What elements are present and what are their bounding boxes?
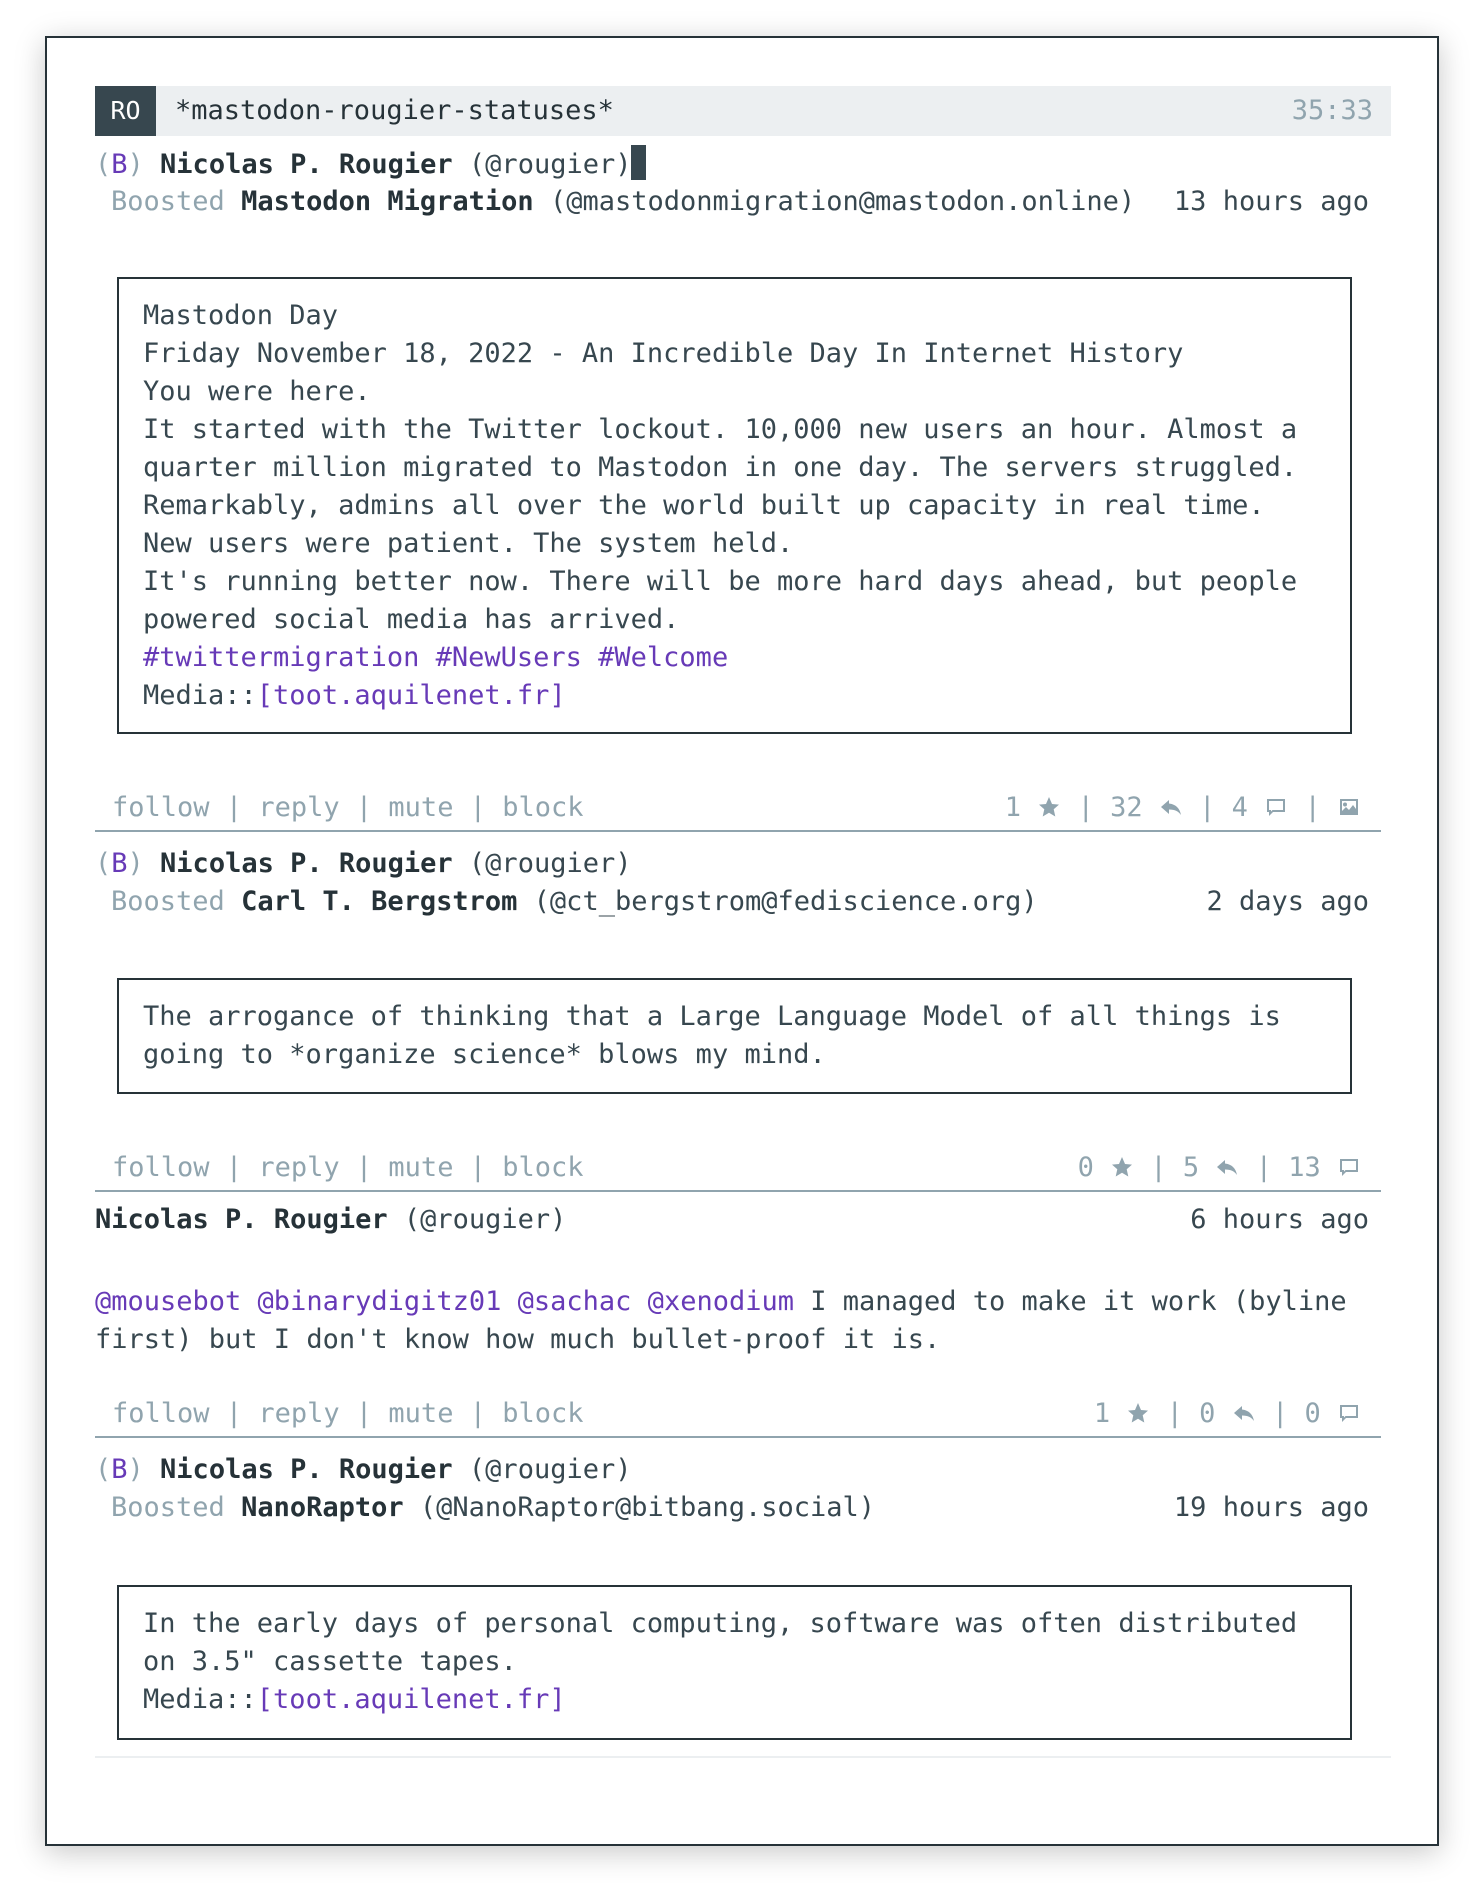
separator: |	[225, 1398, 243, 1429]
content-line: You were here.	[143, 376, 371, 407]
boosted-author-handle[interactable]: (@mastodonmigration@mastodon.online)	[549, 186, 1136, 217]
toot-1-author-line: (B) Nicolas P. Rougier (@rougier)	[95, 145, 1391, 184]
media-label: Media::	[143, 680, 257, 711]
separator: |	[1304, 792, 1321, 823]
boost-count: 5	[1182, 1152, 1200, 1183]
toot-3-content	[95, 1283, 1391, 1359]
content-line: I managed to make it work (byline	[793, 1286, 1347, 1317]
mentions[interactable]: @mousebot @binarydigitz01 @sachac @xenodium	[95, 1286, 794, 1317]
content-line: powered social media has arrived.	[143, 604, 680, 635]
separator: |	[355, 792, 373, 823]
star-icon[interactable]	[1110, 1149, 1134, 1173]
author-handle[interactable]: (@rougier)	[468, 1454, 632, 1485]
separator: |	[1077, 792, 1094, 823]
toot-2-author-line: (B) Nicolas P. Rougier (@rougier)	[95, 848, 632, 879]
toot-time: 2 days ago	[1206, 886, 1369, 917]
mute-button[interactable]: mute	[388, 1398, 454, 1429]
separator: |	[355, 1398, 373, 1429]
content-line: Remarkably, admins all over the world built up capacity in real time.	[143, 490, 1265, 521]
read-only-badge: RO	[95, 86, 156, 136]
toot-2-actions	[95, 1146, 1381, 1192]
content-line: It started with the Twitter lockout. 10,000 new users an hour. Almost a	[143, 414, 1298, 445]
comment-icon[interactable]	[1337, 1149, 1361, 1173]
content-line: on 3.5" cassette tapes.	[143, 1646, 517, 1677]
reply-button[interactable]: reply	[258, 1152, 340, 1183]
content-line: New users were patient. The system held.	[143, 528, 794, 559]
toot-time: 6 hours ago	[1190, 1204, 1369, 1235]
reply-arrow-icon[interactable]	[1232, 1395, 1256, 1419]
boosted-author-handle[interactable]: (@NanoRaptor@bitbang.social)	[419, 1492, 876, 1523]
buffer-name: *mastodon-rougier-statuses*	[175, 95, 614, 126]
block-button[interactable]: block	[502, 1398, 584, 1429]
reply-arrow-icon[interactable]	[1215, 1149, 1239, 1173]
content-line: In the early days of personal computing, software was often distributed	[143, 1608, 1298, 1639]
toot-3-actions	[95, 1392, 1381, 1438]
block-button[interactable]: block	[502, 792, 584, 823]
boosted-label: Boosted	[111, 186, 225, 217]
boosted-author-name[interactable]: Mastodon Migration	[241, 186, 534, 217]
toot-1-actions	[95, 786, 1381, 832]
text-cursor	[631, 145, 646, 180]
favourite-count: 1	[1004, 792, 1022, 823]
separator: |	[225, 792, 243, 823]
media-link[interactable]: [toot.aquilenet.fr]	[256, 1684, 566, 1715]
star-icon[interactable]	[1037, 789, 1061, 813]
content-line: It's running better now. There will be more hard days ahead, but people	[143, 566, 1298, 597]
favourite-count: 1	[1093, 1398, 1111, 1429]
content-line: Friday November 18, 2022 - An Incredible Day In Internet History	[143, 338, 1184, 369]
follow-button[interactable]: follow	[112, 792, 210, 823]
follow-button[interactable]: follow	[112, 1398, 210, 1429]
block-button[interactable]: block	[502, 1152, 584, 1183]
toot-time: 13 hours ago	[1173, 186, 1369, 217]
reply-count: 0	[1304, 1398, 1321, 1429]
author-name[interactable]: Nicolas P. Rougier	[160, 149, 453, 180]
hashtags[interactable]: #twittermigration #NewUsers #Welcome	[143, 642, 729, 673]
separator: |	[355, 1152, 373, 1183]
boost-marker: B	[111, 848, 128, 879]
boosted-author-name[interactable]: Carl T. Bergstrom	[241, 886, 518, 917]
separator: |	[469, 1152, 486, 1183]
buffer-header	[95, 86, 1391, 136]
author-handle[interactable]: (@rougier)	[403, 1204, 567, 1235]
boost-marker: B	[111, 149, 128, 180]
follow-button[interactable]: follow	[112, 1152, 210, 1183]
content-line: Mastodon Day	[143, 300, 339, 331]
author-handle[interactable]: (@rougier)	[468, 149, 632, 180]
toot-4-boost-line	[95, 1489, 1369, 1527]
toot-1-boost-line	[95, 183, 1369, 221]
reply-count: 4	[1231, 792, 1248, 823]
media-link[interactable]: [toot.aquilenet.fr]	[256, 680, 566, 711]
comment-icon[interactable]	[1337, 1395, 1361, 1419]
separator: |	[1255, 1152, 1272, 1183]
separator: |	[1150, 1152, 1167, 1183]
boost-count: 32	[1110, 792, 1143, 823]
author-name[interactable]: Nicolas P. Rougier	[160, 848, 453, 879]
buffer-end-divider	[95, 1756, 1391, 1758]
separator: |	[1166, 1398, 1183, 1429]
boosted-label: Boosted	[111, 886, 225, 917]
separator: |	[1199, 792, 1216, 823]
content-line: first) but I don't know how much bullet-proof it is.	[95, 1324, 941, 1355]
boost-marker: B	[111, 1454, 128, 1485]
header-clock: 35:33	[1291, 95, 1373, 126]
comment-icon[interactable]	[1264, 789, 1288, 813]
author-name[interactable]: Nicolas P. Rougier	[160, 1454, 453, 1485]
separator: |	[469, 792, 486, 823]
boost-count: 0	[1199, 1398, 1216, 1429]
toot-2-boost-line	[95, 883, 1369, 921]
author-handle[interactable]: (@rougier)	[468, 848, 632, 879]
reply-button[interactable]: reply	[258, 1398, 340, 1429]
toot-3-author-line	[95, 1201, 1391, 1239]
content-line: The arrogance of thinking that a Large Language Model of all things is	[143, 1001, 1281, 1032]
separator: |	[1271, 1398, 1289, 1429]
toot-time: 19 hours ago	[1173, 1492, 1369, 1523]
boosted-author-handle[interactable]: (@ct_bergstrom@fediscience.org)	[533, 886, 1038, 917]
mute-button[interactable]: mute	[388, 792, 454, 823]
media-label: Media::	[143, 1684, 257, 1715]
favourite-count: 0	[1077, 1152, 1094, 1183]
star-icon[interactable]	[1126, 1395, 1150, 1419]
toot-2-content	[117, 978, 1352, 1094]
separator: |	[469, 1398, 486, 1429]
mute-button[interactable]: mute	[388, 1152, 454, 1183]
reply-arrow-icon[interactable]	[1159, 789, 1183, 813]
boosted-label: Boosted	[111, 1492, 225, 1523]
reply-button[interactable]: reply	[258, 792, 340, 823]
boosted-author-name[interactable]: NanoRaptor	[241, 1492, 404, 1523]
toot-1-content	[117, 277, 1352, 734]
image-icon[interactable]	[1337, 789, 1361, 813]
toot-4-author-line: (B) Nicolas P. Rougier (@rougier)	[95, 1454, 632, 1485]
author-name[interactable]: Nicolas P. Rougier	[95, 1204, 388, 1235]
toot-4-content	[117, 1585, 1352, 1740]
reply-count: 13	[1288, 1152, 1321, 1183]
content-line: going to *organize science* blows my mind.	[143, 1039, 826, 1070]
separator: |	[225, 1152, 243, 1183]
content-line: quarter million migrated to Mastodon in one day. The servers struggled.	[143, 452, 1298, 483]
